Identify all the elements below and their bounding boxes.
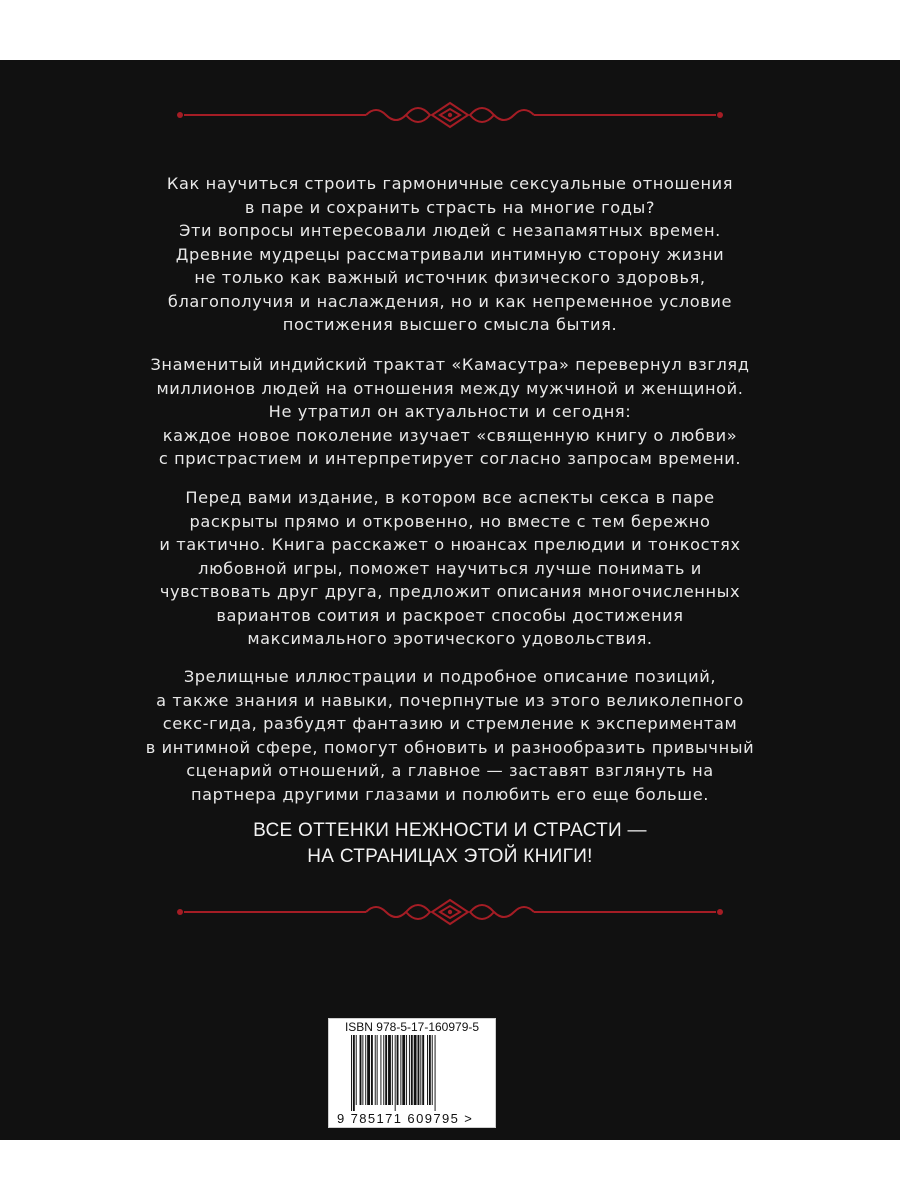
decorative-divider-icon xyxy=(170,98,730,132)
text-line: благополучия и наслаждения, но и как непременное условие xyxy=(167,291,733,311)
description-paragraph-1 xyxy=(100,172,800,337)
barcode-bar xyxy=(418,1035,420,1105)
back-cover xyxy=(0,60,900,1140)
barcode-bar xyxy=(397,1035,399,1105)
barcode-bar xyxy=(365,1035,366,1105)
text-line: а также знания и навыки, почерпнутые из этого великолепного xyxy=(156,690,744,710)
barcode-bar xyxy=(429,1035,431,1105)
barcode-bar xyxy=(427,1035,428,1105)
text-line: миллионов людей на отношения между мужчиной и женщиной. xyxy=(156,378,744,398)
text-line: в интимной сфере, помогут обновить и разнообразить привычный xyxy=(145,737,755,757)
barcode-bar xyxy=(400,1035,401,1105)
barcode-bar xyxy=(392,1035,393,1105)
text-line: Как научиться строить гармоничные сексуальные отношения xyxy=(166,174,734,193)
barcode-bar xyxy=(375,1035,376,1105)
text-line: в паре и сохранить страсть на многие годы? xyxy=(244,197,656,217)
text-line: Не утратил он актуальности и сегодня: xyxy=(268,402,632,421)
barcode-bar xyxy=(409,1035,410,1105)
text-line: любовной игры, поможет научиться лучше понимать и xyxy=(198,558,702,578)
barcode-bar xyxy=(353,1035,355,1111)
text-line: секс-гида, разбудят фантазию и стремление к экспериментам xyxy=(162,714,738,733)
barcode-bar xyxy=(395,1035,396,1111)
barcode-bar xyxy=(383,1035,384,1105)
text-line: и тактично. Книга расскажет о нюансах прелюдии и тонкостях xyxy=(159,535,741,554)
barcode-bar xyxy=(388,1035,391,1105)
barcode-bar xyxy=(385,1035,387,1105)
barcode-bar xyxy=(371,1035,373,1105)
description-paragraph-2 xyxy=(100,353,800,471)
barcode-bar xyxy=(367,1035,370,1105)
barcode-bar xyxy=(432,1035,433,1105)
barcode-bar xyxy=(406,1035,407,1105)
barcode-bar xyxy=(402,1035,405,1105)
barcode-label xyxy=(328,1018,496,1128)
barcode-bar xyxy=(360,1035,362,1105)
barcode-digits: 9 785171 609795 > xyxy=(337,1111,474,1126)
text-line: раскрыты прямо и откровенно, но вместе с тем бережно xyxy=(189,511,711,531)
barcode-bar xyxy=(414,1035,417,1105)
slogan xyxy=(100,818,800,870)
slogan-line-2: НА СТРАНИЦАХ ЭТОЙ КНИГИ! xyxy=(307,846,593,867)
barcode-icon xyxy=(351,1035,481,1111)
barcode-bar xyxy=(411,1035,413,1105)
description-paragraph-4 xyxy=(100,665,800,806)
text-line: партнера другими глазами и полюбить его еще больше. xyxy=(190,784,710,804)
barcode-bar xyxy=(420,1035,421,1105)
slogan-line-1: ВСЕ ОТТЕНКИ НЕЖНОСТИ И СТРАСТИ — xyxy=(253,820,647,841)
text-line: максимального эротического удовольствия. xyxy=(247,629,653,648)
description-paragraph-3 xyxy=(100,486,800,651)
text-line: с пристрастием и интерпретирует согласно запросам времени. xyxy=(158,449,742,468)
barcode-bar xyxy=(377,1035,378,1105)
text-line: Эти вопросы интересовали людей с незапамятных времен. xyxy=(179,221,721,240)
barcode-bar xyxy=(422,1035,424,1105)
text-line: постижения высшего смысла бытия. xyxy=(282,315,618,334)
isbn-text: ISBN 978-5-17-160979-5 xyxy=(344,1020,480,1034)
text-line: Зрелищные иллюстрации и подробное описание позиций, xyxy=(183,667,717,686)
text-line: Перед вами издание, в котором все аспекты секса в паре xyxy=(185,488,715,507)
barcode-bar xyxy=(435,1035,436,1111)
text-line: вариантов соития и раскроет способы достижения xyxy=(216,605,684,625)
barcode-bar xyxy=(356,1035,357,1105)
text-line: Знаменитый индийский трактат «Камасутра» перевернул взгляд xyxy=(150,355,750,374)
text-line: сценарий отношений, а главное — заставят взглянуть на xyxy=(186,761,714,780)
barcode-bar xyxy=(351,1035,352,1111)
text-line: каждое новое поколение изучает «священную книгу о любви» xyxy=(162,425,738,445)
text-line: не только как важный источник физического здоровья, xyxy=(194,268,706,287)
barcode-bar xyxy=(380,1035,381,1105)
text-line: Древние мудрецы рассматривали интимную сторону жизни xyxy=(175,244,725,264)
decorative-divider-icon xyxy=(170,895,730,929)
barcode-bar xyxy=(362,1035,363,1105)
text-line: чувствовать друг друга, предложит описания многочисленных xyxy=(159,582,741,601)
